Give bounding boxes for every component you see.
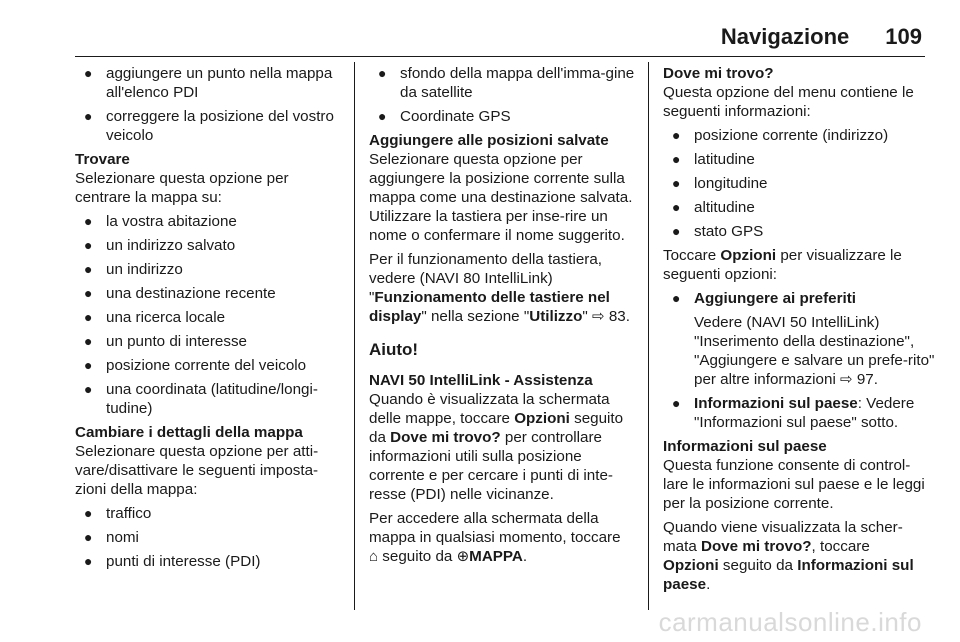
bullet-icon: ● [84, 357, 93, 373]
bullet-list [663, 289, 935, 308]
list-item: ● Aggiungere ai preferiti [672, 290, 857, 307]
bullet-list [75, 504, 347, 571]
paragraph: Selezionare questa opzione per aggiungere la posizione corrente sulla mappa come una destinazione salvata. Utilizzare la tastiera per inse-rire un nome o confermare il nome suggerito. [369, 151, 633, 244]
list-item: ● un indirizzo [84, 261, 183, 278]
map-icon: ⊕ [456, 548, 470, 565]
page-ref[interactable]: 83. [608, 308, 630, 325]
list-item: ● latitudine [672, 151, 755, 168]
list-item: ● Informazioni sul paese: Vedere "Informazioni sul paese" sotto. [672, 395, 915, 431]
section-heading: Dove mi trovo? [663, 65, 774, 82]
column-right [663, 64, 935, 599]
page-ref[interactable]: 97. [856, 371, 878, 388]
bullet-icon: ● [84, 213, 93, 229]
bullet-icon: ● [84, 65, 93, 81]
bullet-icon: ● [672, 223, 681, 239]
paragraph: Selezionare questa opzione per atti-vare/disattivare le seguenti imposta-zioni della mappa: [75, 443, 319, 498]
bullet-icon: ● [378, 65, 387, 81]
bullet-icon: ● [672, 395, 681, 411]
bullet-icon: ● [84, 108, 93, 124]
watermark: carmanualsonline.info [658, 607, 922, 637]
column-divider [648, 62, 649, 610]
bullet-icon: ● [84, 333, 93, 349]
bullet-icon: ● [84, 553, 93, 569]
section-heading: Aggiungere alle posizioni salvate [369, 132, 609, 149]
paragraph: Per il funzionamento della tastiera, vedere (NAVI 80 IntelliLink) "Funzionamento delle tastiere nel display" nella sezione "Utilizzo" ⇨ 83. [369, 251, 630, 325]
column-divider [354, 62, 355, 610]
list-item: ● punti di interesse (PDI) [84, 553, 261, 570]
list-item: ● correggere la posizione del vostro veicolo [84, 108, 334, 144]
bullet-list [75, 64, 347, 145]
bullet-list [75, 212, 347, 418]
bullet-icon: ● [84, 309, 93, 325]
list-item: ● stato GPS [672, 223, 764, 240]
section-heading: Cambiare i dettagli della mappa [75, 424, 303, 441]
bullet-icon: ● [672, 199, 681, 215]
list-item: ● traffico [84, 505, 152, 522]
section-heading: Trovare [75, 151, 130, 168]
paragraph: Per accedere alla schermata della mappa in qualsiasi momento, toccare ⌂ seguito da ⊕MAPPA. [369, 510, 621, 565]
bullet-icon: ● [672, 151, 681, 167]
list-item: ● aggiungere un punto nella mappa all'elenco PDI [84, 65, 333, 101]
page-ref-icon: ⇨ [592, 308, 605, 325]
bullet-icon: ● [378, 108, 387, 124]
bullet-list [663, 394, 935, 432]
bullet-icon: ● [672, 127, 681, 143]
bullet-list [663, 126, 935, 241]
page-number: 109 [885, 24, 922, 49]
paragraph: Questa funzione consente di control-lare le informazioni sul paese e le leggi per la posizione corrente. [663, 457, 925, 512]
bullet-icon: ● [84, 505, 93, 521]
paragraph: Vedere (NAVI 50 IntelliLink) "Inserimento della destinazione", "Aggiungere e salvare un prefe-rito" per altre informazioni ⇨ 97. [694, 314, 935, 388]
bullet-icon: ● [672, 290, 681, 306]
list-item: ● longitudine [672, 175, 768, 192]
paragraph: Questa opzione del menu contiene le seguenti informazioni: [663, 84, 914, 120]
list-item: ● una destinazione recente [84, 285, 276, 302]
list-item: ● un punto di interesse [84, 333, 248, 350]
list-item: ● sfondo della mappa dell'imma-gine da satellite [378, 65, 635, 101]
paragraph: Selezionare questa opzione per centrare la mappa su: [75, 170, 289, 206]
bullet-icon: ● [672, 175, 681, 191]
page-title: Navigazione [720, 24, 850, 49]
list-item: ● una coordinata (latitudine/longi-tudine) [84, 381, 318, 417]
header-rule [75, 56, 925, 57]
home-icon: ⌂ [369, 548, 379, 565]
list-item: ● la vostra abitazione [84, 213, 237, 230]
page-ref-icon: ⇨ [840, 371, 853, 388]
bullet-icon: ● [84, 381, 93, 397]
column-left [75, 64, 347, 576]
list-item: ● Coordinate GPS [378, 108, 511, 125]
list-item: ● un indirizzo salvato [84, 237, 236, 254]
list-item: ● posizione corrente del veicolo [84, 357, 307, 374]
bullet-list [369, 64, 641, 126]
section-title: Aiuto! [369, 340, 419, 359]
column-middle [369, 64, 641, 571]
bullet-icon: ● [84, 285, 93, 301]
bullet-icon: ● [84, 237, 93, 253]
list-item: ● una ricerca locale [84, 309, 226, 326]
bullet-icon: ● [84, 529, 93, 545]
paragraph: Toccare Opzioni per visualizzare le seguenti opzioni: [663, 247, 902, 283]
list-item: ● nomi [84, 529, 139, 546]
paragraph: Quando è visualizzata la schermata delle mappe, toccare Opzioni seguito da Dove mi trovo? per controllare informazioni utili sulla posizione corrente e per cercare i punti di inte-resse (PDI) nelle vicinanze. [369, 391, 624, 503]
paragraph: Quando viene visualizzata la scher-mata Dove mi trovo?, toccare Opzioni seguito da Informazioni sul paese. [663, 519, 914, 593]
bullet-icon: ● [84, 261, 93, 277]
page-header [721, 24, 922, 50]
list-item: ● altitudine [672, 199, 755, 216]
section-heading: Informazioni sul paese [663, 438, 827, 455]
section-heading: NAVI 50 IntelliLink - Assistenza [369, 372, 593, 389]
list-item: ● posizione corrente (indirizzo) [672, 127, 889, 144]
